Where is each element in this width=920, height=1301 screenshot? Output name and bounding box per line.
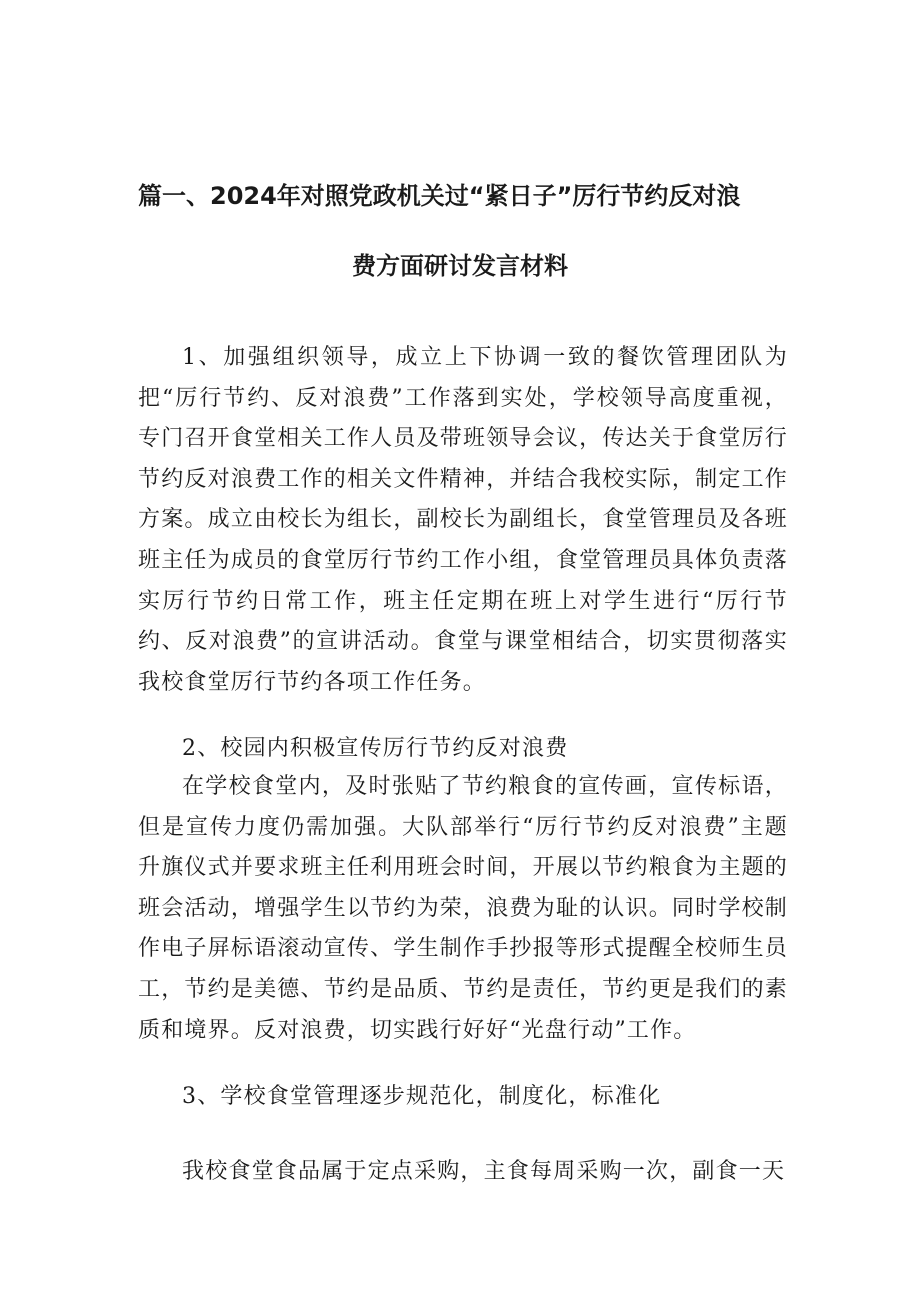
document-title-line-1: 篇一、2024年对照党政机关过“紧日子”厉行节约反对浪 [138, 182, 741, 210]
paragraph-canteen-procurement: 我校食堂食品属于定点采购，主食每周采购一次，副食一天 [182, 1159, 786, 1184]
document-title-line-2: 费方面研讨发言材料 [352, 252, 568, 280]
paragraph-organization-leadership: 1、加强组织领导，成立上下协调一致的餐饮管理团队为把“厉行节约、反对浪费”工作落到实处，学校领导高度重视，专门召开食堂相关工作人员及带班领导会议，传达关于食堂厉行节约反对浪费工作的相关文件精神，并结合我校实际，制定工作方案。成立由校长为组长，副校长为副组长，食堂管理员及各班班主任为成员的食堂厉行节约工作小组，食堂管理员具体负责落实厉行节约日常工作，班主任定期在班上对学生进行“厉行节约、反对浪费”的宣讲活动。食堂与课堂相结合，切实贯彻落实我校食堂厉行节约各项工作任务。 [138, 345, 788, 695]
section-heading-canteen-management: 3、学校食堂管理逐步规范化，制度化，标准化 [182, 1084, 662, 1109]
paragraph-campus-publicity: 在学校食堂内，及时张贴了节约粮食的宣传画，宣传标语，但是宣传力度仍需加强。大队部举行“厉行节约反对浪费”主题升旗仪式并要求班主任利用班会时间，开展以节约粮食为主题的班会活动，增强学生以节约为荣，浪费为耻的认识。同时学校制作电子屏标语滚动宣传、学生制作手抄报等形式提醒全校师生员工，节约是美德、节约是品质、节约是责任，节约更是我们的素质和境界。反对浪费，切实践行好好“光盘行动”工作。 [138, 774, 788, 1043]
section-heading-campus-publicity: 2、校园内积极宣传厉行节约反对浪费 [182, 736, 569, 761]
